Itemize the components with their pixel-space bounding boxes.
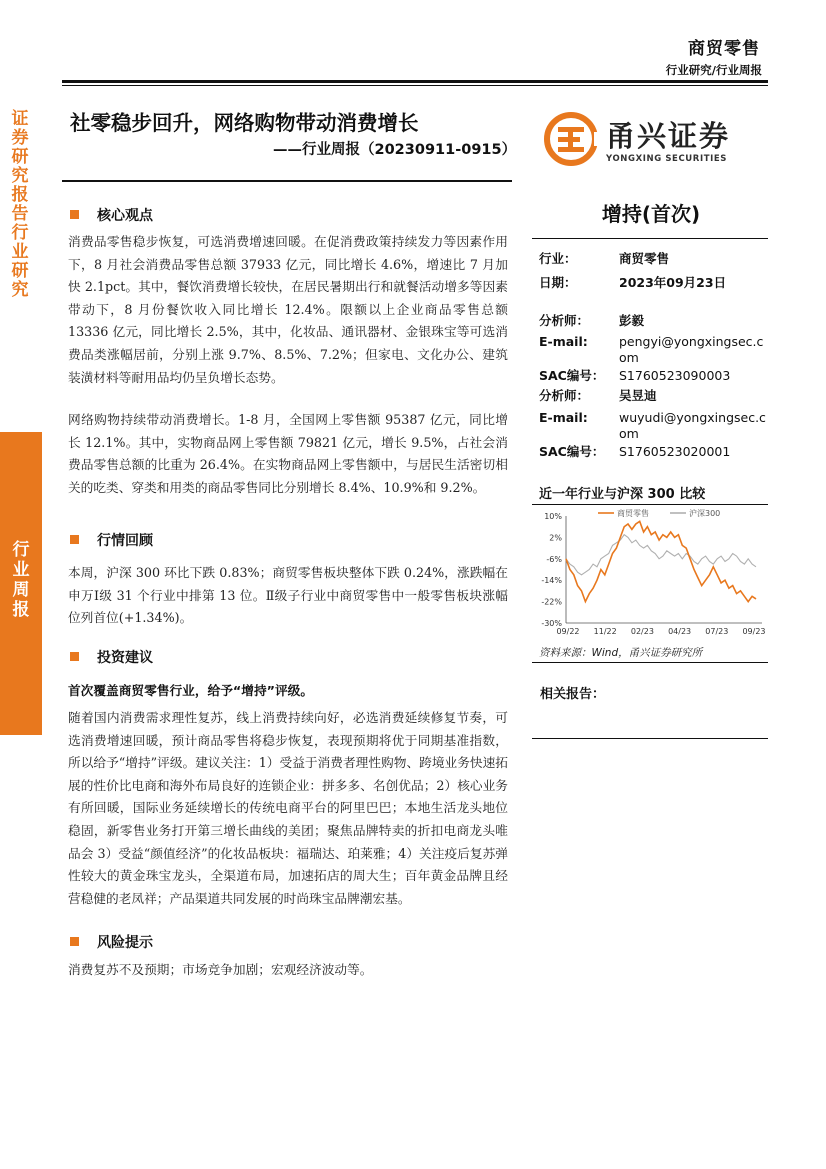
invest-paragraph: 随着国内消费需求理性复苏，线上消费持续向好，必选消费延续修复节奏，可选消费增速回暖，预计商品零售将稳步恢复，表现预期将优于同期基准指数，所以给予“增持”评级。建议关注：1）受益于消费者理性购物、跨境业务快速拓展的性价比电商和海外布局良好的连锁企业：拼多多、名创优品；2）核心业务有所回暖，国际业务延续增长的传统电商平台的阿里巴巴；本地生活龙头地位稳固，新零售业务打开第三增长曲线的美团；聚焦品牌特卖的折扣电商龙头唯品会 3）受益“颜值经济”的化妆品板块：福瑞达、珀莱雅；4）关注疫后复苏弹性较大的黄金珠宝龙头，全渠道布局，加速拓店的周大生；百年黄金品牌且经营稳健的老凤祥；产品渠道共同发展的时尚珠宝品牌潮宏基。 xyxy=(68,710,508,906)
logo-text-en: YONGXING SECURITIES xyxy=(606,154,727,164)
chart-source-rule xyxy=(532,662,768,663)
email1-link[interactable]: pengyi@yongxingsec.com xyxy=(619,334,764,365)
invest-lead: 首次覆盖商贸零售行业，给予“增持”评级。 xyxy=(68,683,314,698)
chart-source: 资料来源：Wind，甬兴证券研究所 xyxy=(539,647,703,659)
side-box-label: 行业周报 xyxy=(12,540,30,620)
comparison-line-chart xyxy=(530,506,770,646)
x-tick-label: 07/23 xyxy=(705,627,729,636)
header-rule-thick xyxy=(62,80,768,83)
sac2-row: SAC编号： S1760523020001 xyxy=(539,444,731,459)
logo-text-cn: 甬兴证券 xyxy=(606,119,731,153)
y-tick-label: 10% xyxy=(544,512,562,521)
section-core-heading: 核心观点 xyxy=(70,205,153,225)
related-reports-label: 相关报告： xyxy=(540,687,606,702)
core-paragraph-2: 网络购物持续带动消费增长。1-8 月，全国网上零售额 95387 亿元，同比增长 12.1%。其中，实物商品网上零售额 79821 亿元，增长 9.5%，占社会消费品零售总额的比重为 26.4%。在实物商品网上零售额中，与居民生活密切相关的吃类、穿类和用类的商品零售同比分别增长 8.4%、10.9%和 9.2%。 xyxy=(68,412,508,495)
series-line xyxy=(566,535,756,575)
page-title: 社零稳步回升，网络购物带动消费增长 xyxy=(70,111,419,135)
rating-rule xyxy=(532,238,768,239)
chart-title-rule xyxy=(532,504,768,505)
logo-mark-icon xyxy=(544,110,602,168)
company-logo xyxy=(544,110,764,170)
y-tick-label: -22% xyxy=(541,597,562,607)
header-category: 商贸零售 xyxy=(688,39,760,59)
x-tick-label: 09/23 xyxy=(742,627,766,636)
y-tick-label: -14% xyxy=(541,576,562,586)
core-paragraph-1: 消费品零售稳步恢复，可选消费增速回暖。在促消费政策持续发力等因素作用下，8 月社会消费品零售总额 37933 亿元，同比增长 4.6%，增速比 7 月加快 2.1pct。其中，餐饮消费增长较快，在居民暑期出行和就餐活动增多等因素带动下，8 月份餐饮收入同比增长 12.4%。限额以上企业商品零售总额 13336 亿元，同比增长 2.5%，其中，化妆品、通讯器材、金银珠宝等可选消费品类涨幅居前，分别上涨 9.7%、8.5%、7.2%；但家电、文化办公、建筑装潢材料等耐用品均仍呈负增长态势。 xyxy=(68,234,508,385)
y-tick-label: -6% xyxy=(546,554,562,564)
date-row: 日期： 2023年09月23日 xyxy=(539,275,727,290)
title-rule xyxy=(62,180,512,182)
industry-row: 行业： 商贸零售 xyxy=(539,251,670,266)
x-tick-label: 09/22 xyxy=(556,627,580,636)
bullet-square-icon xyxy=(70,210,79,219)
market-paragraph: 本周，沪深 300 环比下跌 0.83%；商贸零售板块整体下跌 0.24%，涨跌幅在申万Ⅰ级 31 个行业中排第 13 位。Ⅱ级子行业中商贸零售中一般零售板块涨幅位列首位(+1.34%)。 xyxy=(68,565,508,626)
risk-paragraph: 消费复苏不及预期；市场竞争加剧；宏观经济波动等。 xyxy=(68,962,373,977)
bullet-square-icon xyxy=(70,652,79,661)
legend-label: 商贸零售 xyxy=(617,509,649,518)
email1-row: E-mail: pengyi@yongxingsec.com xyxy=(539,334,588,350)
header-rule-thin xyxy=(62,85,768,86)
y-tick-label: 2% xyxy=(549,533,562,543)
section-risk-heading: 风险提示 xyxy=(70,932,153,952)
section-invest-heading: 投资建议 xyxy=(70,647,153,667)
analyst1-row: 分析师： 彭毅 xyxy=(539,313,645,328)
y-tick-label: -30% xyxy=(541,619,562,628)
legend-label: 沪深300 xyxy=(689,509,721,518)
chart-title: 近一年行业与沪深 300 比较 xyxy=(539,487,706,502)
header-subtype: 行业研究/行业周报 xyxy=(665,63,762,77)
series-line xyxy=(566,521,756,601)
email2-row: E-mail: wuyudi@yongxingsec.com xyxy=(539,410,588,426)
page-subtitle: ——行业周报（20230911-0915） xyxy=(273,142,517,158)
rating-label: 增持(首次) xyxy=(601,202,701,226)
x-tick-label: 11/22 xyxy=(593,627,617,636)
side-top-label: 证券研究报告 行业研究 xyxy=(11,109,29,300)
x-tick-label: 02/23 xyxy=(630,627,654,636)
sac1-row: SAC编号： S1760523090003 xyxy=(539,368,731,383)
email2-link[interactable]: wuyudi@yongxingsec.com xyxy=(619,410,766,441)
bullet-square-icon xyxy=(70,535,79,544)
bullet-square-icon xyxy=(70,937,79,946)
related-reports-rule xyxy=(532,738,768,739)
section-market-heading: 行情回顾 xyxy=(70,530,153,550)
x-tick-label: 04/23 xyxy=(668,627,692,636)
analyst2-row: 分析师： 吴昱迪 xyxy=(539,388,657,403)
